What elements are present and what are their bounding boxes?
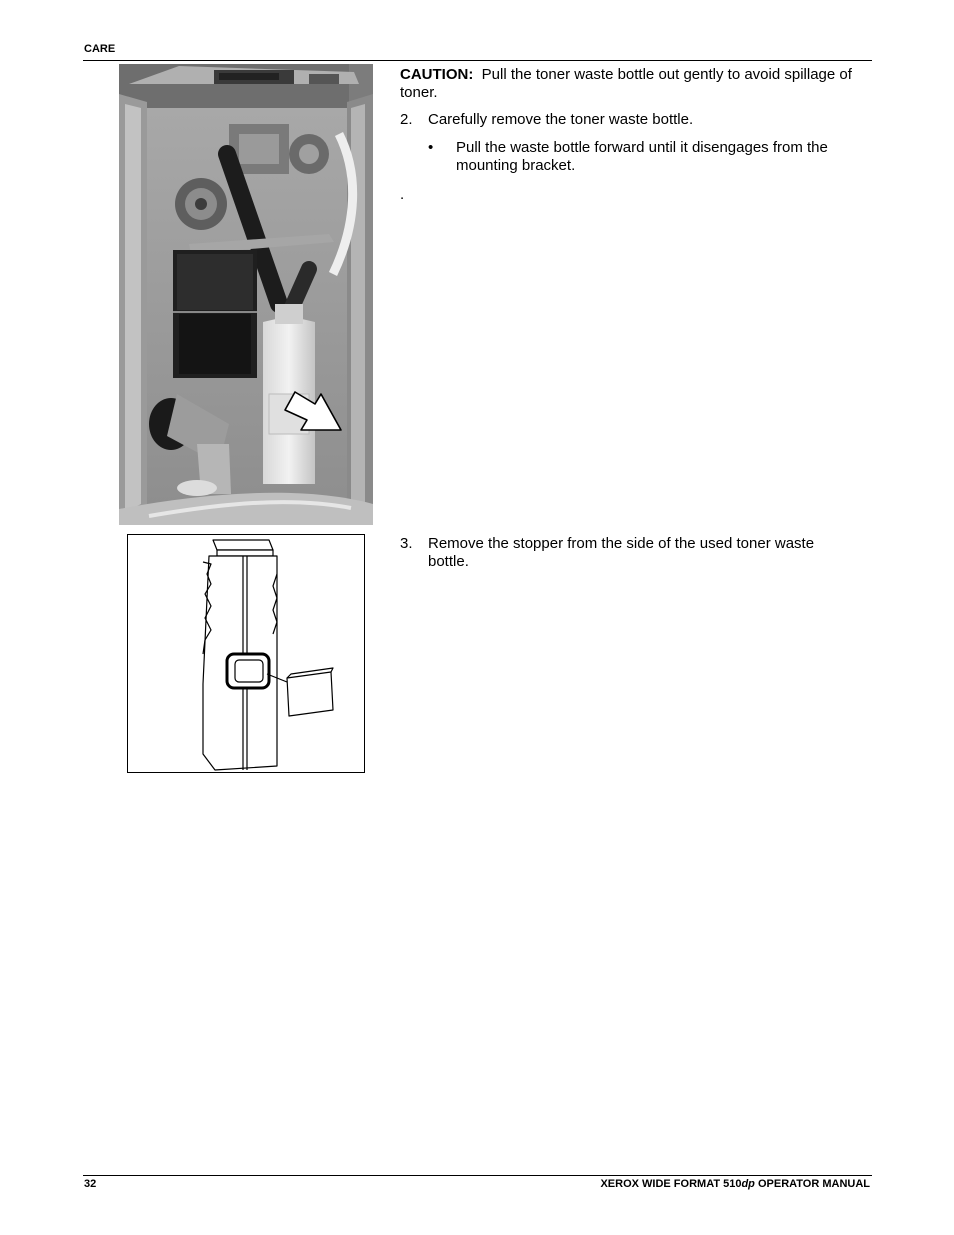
header-rule (83, 60, 872, 61)
caution-label: CAUTION: (400, 66, 474, 83)
footer-rule (83, 1175, 872, 1176)
manual-title-suffix: OPERATOR MANUAL (754, 1178, 870, 1190)
manual-title (600, 1178, 870, 1190)
step-3-number: 3. (400, 535, 413, 552)
page-number: 32 (84, 1178, 97, 1190)
step-2-number: 2. (400, 111, 413, 128)
step-2-text: Carefully remove the toner waste bottle. (428, 111, 694, 128)
step-3-text: Remove the stopper from the side of the used toner waste bottle. (428, 535, 815, 570)
manual-model-suffix: dp (741, 1178, 755, 1190)
bullet-icon: • (428, 139, 434, 156)
stray-period: . (400, 186, 405, 203)
section-header: CARE (84, 43, 116, 55)
waste-bottle-drawing (127, 534, 365, 773)
printer-interior-photo (119, 64, 373, 525)
caution-text: Pull the toner waste bottle out gently to avoid spillage of toner. (400, 66, 852, 101)
caution-note (400, 66, 860, 102)
step-2-bullet: Pull the waste bottle forward until it disengages from the mounting bracket. (456, 139, 828, 174)
manual-title-prefix: XEROX WIDE FORMAT 510 (600, 1178, 742, 1190)
